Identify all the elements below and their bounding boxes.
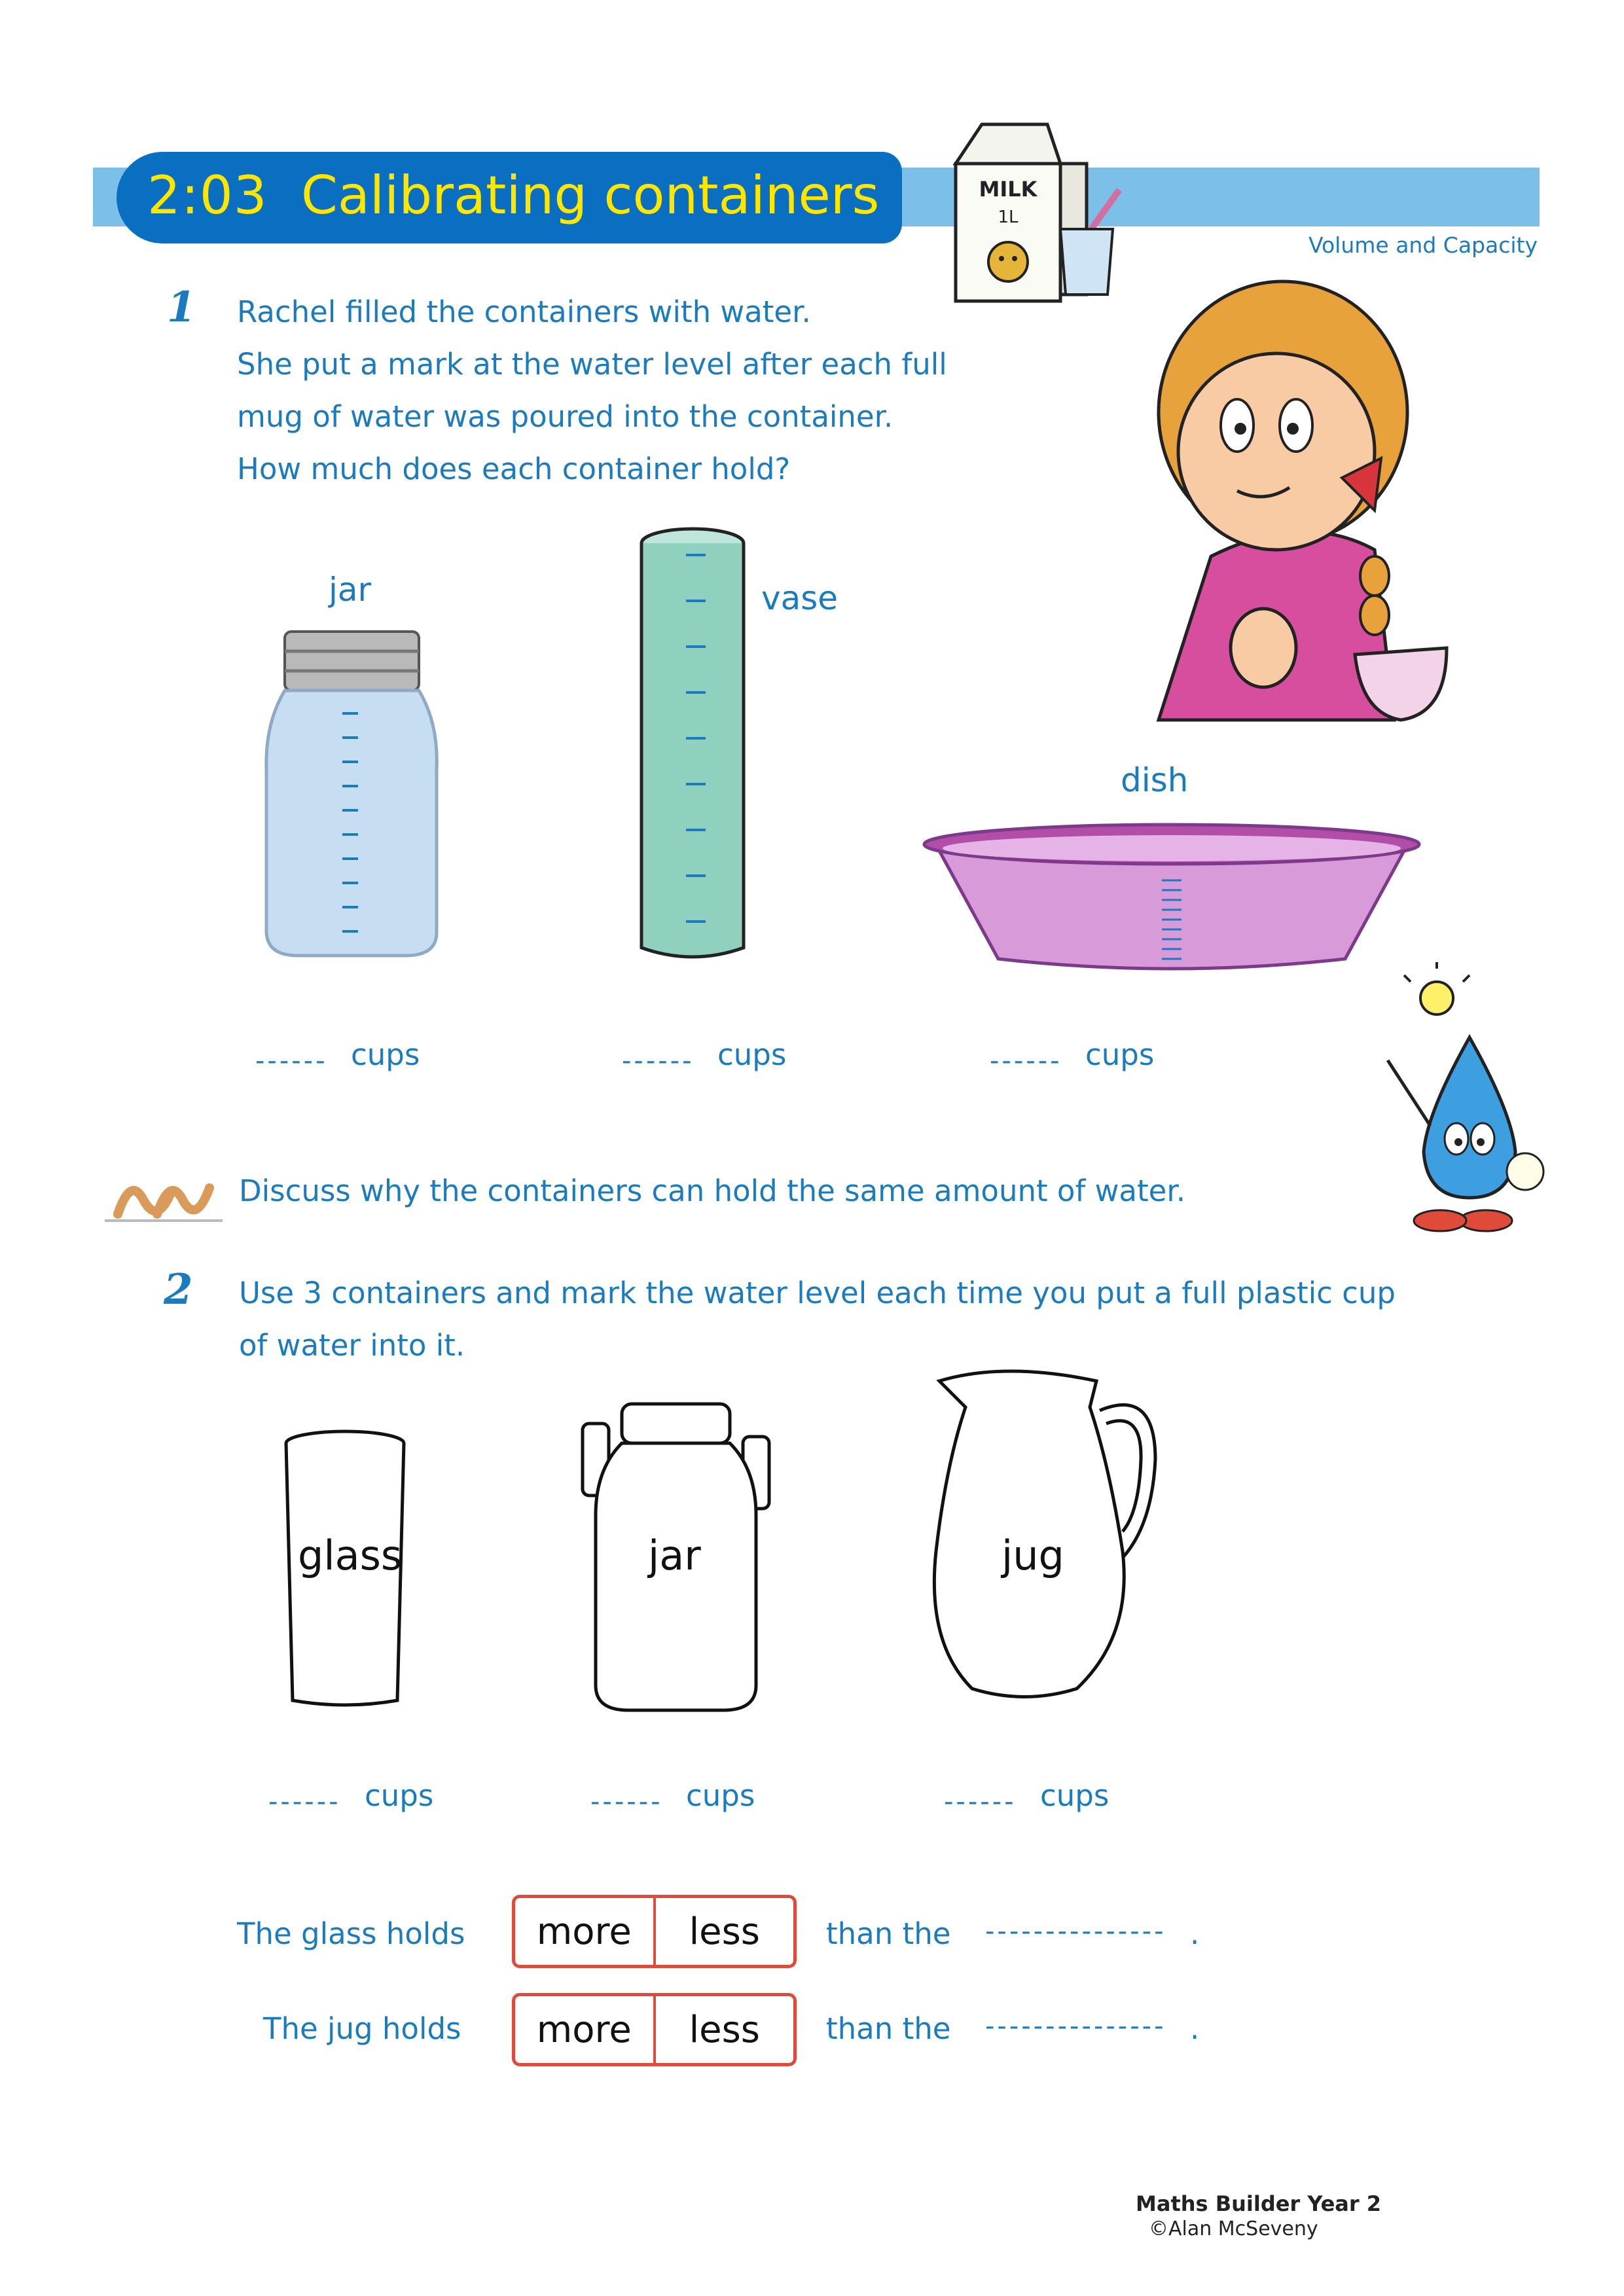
glass-of-milk-icon — [1047, 177, 1139, 301]
answer-blank[interactable]: ------ — [622, 1046, 695, 1076]
comparison-2-blank[interactable]: --------------- — [985, 2011, 1166, 2041]
question-2-line: Use 3 containers and mark the water level each time you put a full plastic cup — [239, 1276, 1396, 1310]
question-1-text — [237, 286, 947, 495]
glass-label: glass — [298, 1532, 403, 1579]
less-option[interactable]: less — [689, 2008, 760, 2051]
jug-outline-label: jug — [1001, 1532, 1064, 1579]
girl-with-cup-icon — [1132, 262, 1473, 733]
cups-label: cups — [717, 1037, 787, 1072]
cups-label: cups — [1085, 1037, 1155, 1072]
milk-carton-size: 1L — [998, 207, 1019, 227]
question-1-line: How much does each container hold? — [237, 452, 791, 486]
answer-blank[interactable]: ------ — [944, 1787, 1017, 1817]
comparison-2-end: . — [1190, 2011, 1200, 2046]
comparison-1-blank[interactable]: --------------- — [985, 1916, 1166, 1946]
cups-label: cups — [686, 1778, 755, 1813]
comparison-1-choice — [512, 1895, 797, 1968]
footer-copyright: ©Alan McSeveny — [1149, 2217, 1318, 2240]
question-1-number: 1 — [167, 283, 196, 332]
answer-blank[interactable]: ------ — [268, 1787, 341, 1817]
strand-label: Volume and Capacity — [1308, 232, 1538, 258]
answer-blank[interactable]: ------ — [590, 1787, 663, 1817]
cups-label: cups — [1040, 1778, 1110, 1813]
comparison-1-end: . — [1190, 1916, 1200, 1951]
more-option[interactable]: more — [515, 1898, 656, 1965]
question-2-number: 2 — [164, 1265, 193, 1314]
vase-icon — [634, 524, 751, 969]
jar-label: jar — [329, 571, 372, 609]
more-option[interactable]: more — [515, 1996, 656, 2063]
footer-book-title: Maths Builder Year 2 — [1136, 2191, 1382, 2216]
discuss-text: Discuss why the containers can hold the same amount of water. — [239, 1174, 1185, 1208]
page-title: Calibrating containers — [301, 165, 880, 226]
comparison-1-prefix: The glass holds — [237, 1916, 465, 1951]
comparison-2-prefix: The jug holds — [263, 2011, 461, 2046]
worms-icon — [105, 1162, 223, 1227]
jar-outline-label: jar — [648, 1532, 701, 1579]
cups-label: cups — [351, 1037, 420, 1072]
jar-icon — [259, 625, 445, 965]
comparison-2-suffix: than the — [826, 2011, 951, 2046]
question-2-line: of water into it. — [239, 1328, 465, 1363]
vase-label: vase — [761, 579, 839, 617]
comparison-1-suffix: than the — [826, 1916, 951, 1951]
answer-blank[interactable]: ------ — [990, 1046, 1062, 1076]
milk-carton-label: MILK — [979, 177, 1038, 202]
lesson-number: 2:03 — [147, 165, 268, 226]
less-option[interactable]: less — [689, 1910, 760, 1953]
question-1-line: mug of water was poured into the container. — [237, 399, 893, 434]
cups-label: cups — [365, 1778, 434, 1813]
question-1-line: Rachel filled the containers with water. — [237, 295, 811, 329]
question-1-line: She put a mark at the water level after each full — [237, 347, 947, 382]
water-drop-mascot-icon — [1362, 962, 1551, 1237]
comparison-2-choice — [512, 1993, 797, 2066]
dish-label: dish — [1121, 761, 1189, 799]
question-2-text — [239, 1267, 1396, 1372]
answer-blank[interactable]: ------ — [255, 1046, 328, 1076]
dish-icon — [920, 818, 1424, 975]
